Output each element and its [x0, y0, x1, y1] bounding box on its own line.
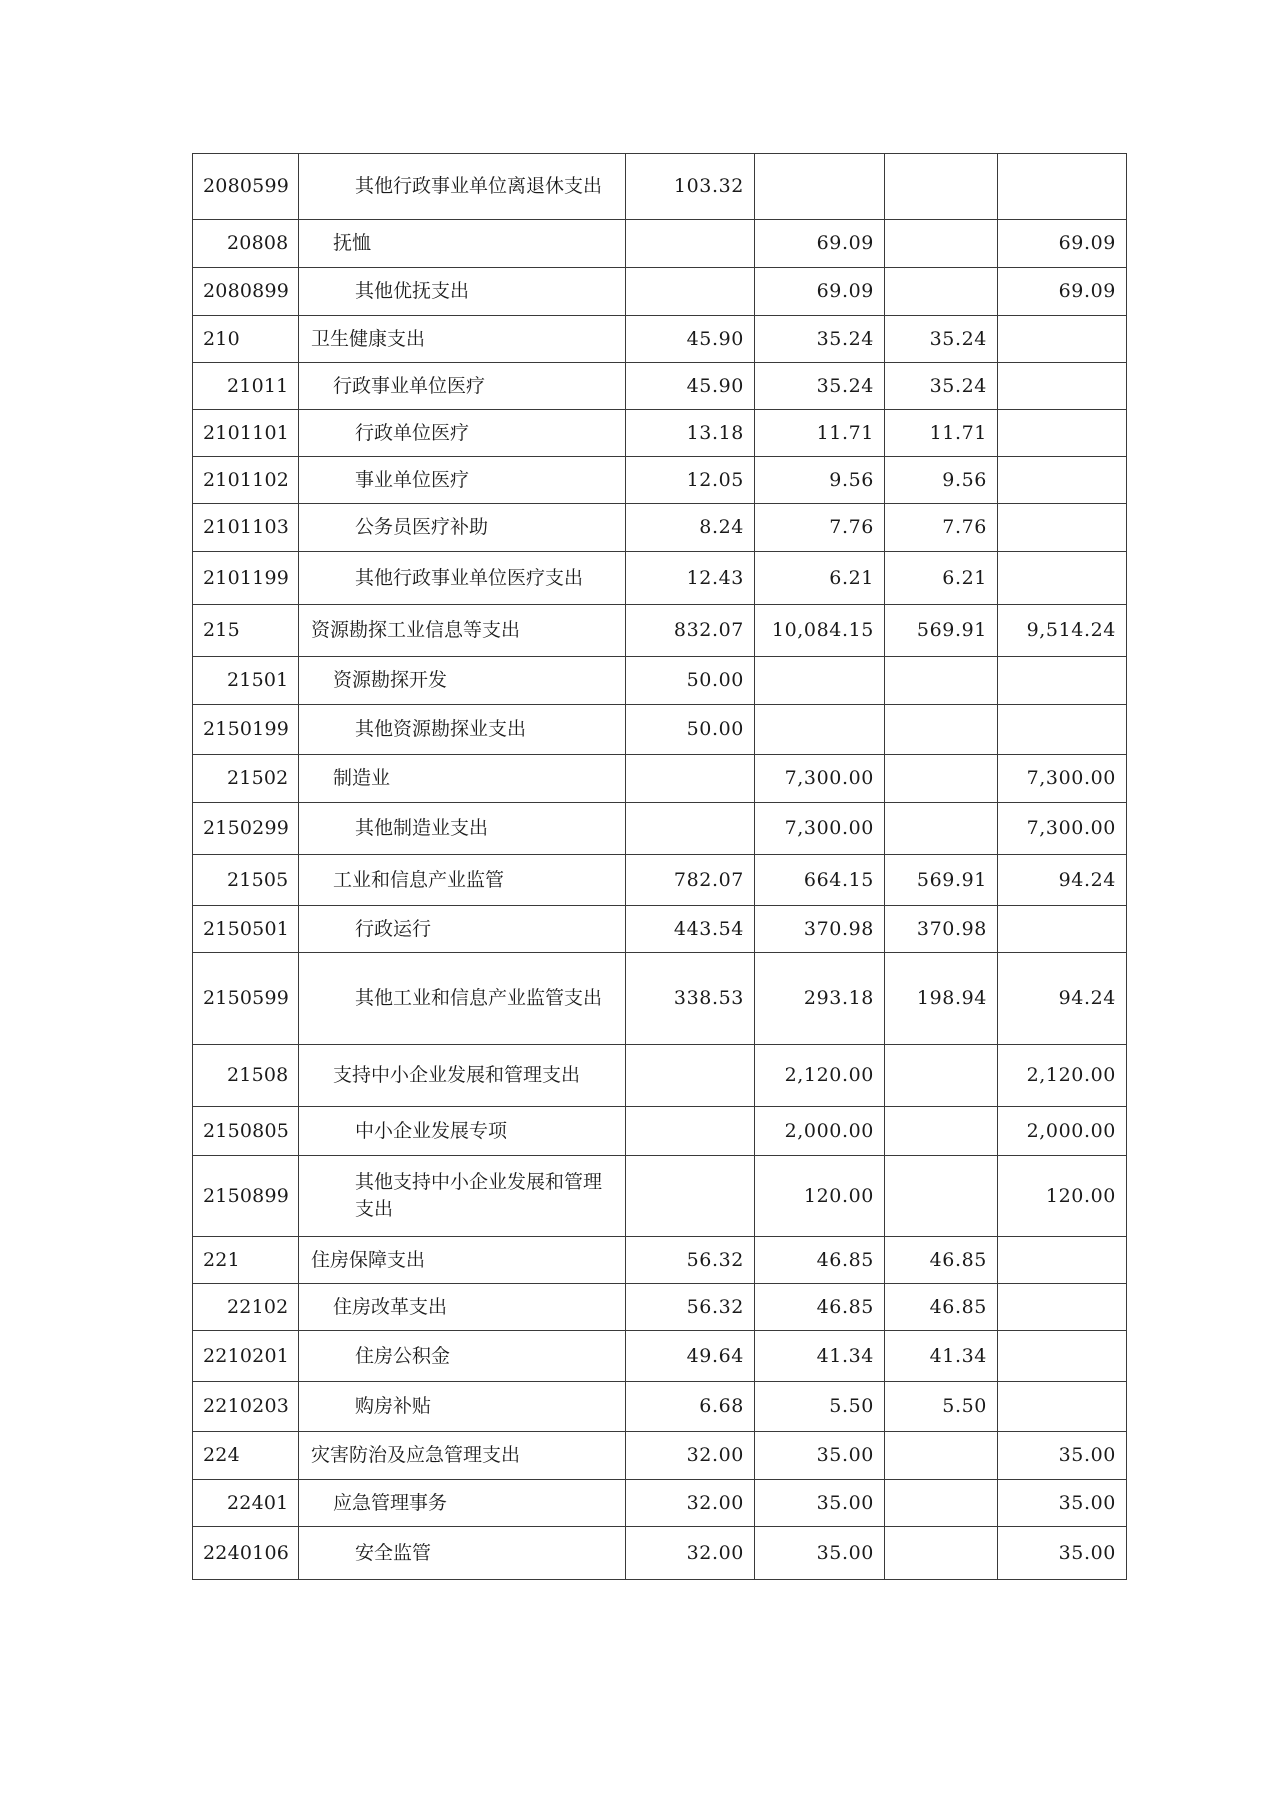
account-name-cell: 其他行政事业单位医疗支出: [299, 552, 626, 605]
table-row: [193, 803, 1127, 855]
table-row: [193, 1480, 1127, 1527]
account-name-cell: 公务员医疗补助: [299, 504, 626, 552]
amount-cell-4: [998, 504, 1127, 552]
account-code-cell: 2150599: [193, 953, 299, 1045]
account-name-cell: 购房补贴: [299, 1382, 626, 1432]
amount-cell-1: 12.43: [626, 552, 755, 605]
account-code-cell: 2150199: [193, 705, 299, 755]
amount-cell-2: 35.00: [755, 1527, 885, 1580]
amount-cell-4: 120.00: [998, 1156, 1127, 1237]
account-name-cell: 抚恤: [299, 220, 626, 268]
amount-cell-3: 569.91: [885, 605, 998, 657]
table-row: [193, 504, 1127, 552]
amount-cell-1: 782.07: [626, 855, 755, 906]
account-code-cell: 2080899: [193, 268, 299, 316]
amount-cell-3: [885, 705, 998, 755]
table-row: [193, 457, 1127, 504]
account-name-cell: 支持中小企业发展和管理支出: [299, 1045, 626, 1107]
amount-cell-3: 5.50: [885, 1382, 998, 1432]
amount-cell-4: 7,300.00: [998, 755, 1127, 803]
account-code-cell: 21505: [193, 855, 299, 906]
amount-cell-4: [998, 363, 1127, 410]
account-code-cell: 20808: [193, 220, 299, 268]
amount-cell-4: [998, 906, 1127, 953]
amount-cell-2: 7,300.00: [755, 755, 885, 803]
amount-cell-3: 46.85: [885, 1237, 998, 1284]
account-name-cell: 资源勘探工业信息等支出: [299, 605, 626, 657]
account-name-cell: 其他优抚支出: [299, 268, 626, 316]
account-name-cell: 其他支持中小企业发展和管理支出: [299, 1156, 626, 1237]
amount-cell-1: [626, 1045, 755, 1107]
account-code-cell: 215: [193, 605, 299, 657]
table-row: [193, 1432, 1127, 1480]
account-name-cell: 资源勘探开发: [299, 657, 626, 705]
amount-cell-2: [755, 705, 885, 755]
account-name-cell: 灾害防治及应急管理支出: [299, 1432, 626, 1480]
amount-cell-1: 13.18: [626, 410, 755, 457]
amount-cell-4: 2,120.00: [998, 1045, 1127, 1107]
amount-cell-1: 49.64: [626, 1331, 755, 1382]
account-name-cell: 制造业: [299, 755, 626, 803]
amount-cell-4: [998, 657, 1127, 705]
table-row: [193, 316, 1127, 363]
budget-table-page: [192, 153, 1126, 1580]
account-name-cell: 卫生健康支出: [299, 316, 626, 363]
table-row: [193, 855, 1127, 906]
amount-cell-3: 7.76: [885, 504, 998, 552]
amount-cell-4: [998, 1331, 1127, 1382]
amount-cell-1: [626, 1156, 755, 1237]
account-name-cell: 住房公积金: [299, 1331, 626, 1382]
account-code-cell: 210: [193, 316, 299, 363]
account-code-cell: 22401: [193, 1480, 299, 1527]
amount-cell-4: [998, 705, 1127, 755]
account-name-cell: 其他工业和信息产业监管支出: [299, 953, 626, 1045]
account-name-cell: 安全监管: [299, 1527, 626, 1580]
account-code-cell: 224: [193, 1432, 299, 1480]
account-name-cell: 其他制造业支出: [299, 803, 626, 855]
amount-cell-4: [998, 552, 1127, 605]
account-name-cell: 中小企业发展专项: [299, 1107, 626, 1156]
amount-cell-4: [998, 154, 1127, 220]
amount-cell-1: [626, 268, 755, 316]
amount-cell-1: [626, 803, 755, 855]
account-name-cell: 住房保障支出: [299, 1237, 626, 1284]
amount-cell-1: 12.05: [626, 457, 755, 504]
account-code-cell: 2150299: [193, 803, 299, 855]
table-row: [193, 1284, 1127, 1331]
amount-cell-3: 35.24: [885, 316, 998, 363]
table-row: [193, 1107, 1127, 1156]
amount-cell-2: 35.00: [755, 1432, 885, 1480]
amount-cell-2: 7,300.00: [755, 803, 885, 855]
amount-cell-2: 7.76: [755, 504, 885, 552]
amount-cell-2: 35.00: [755, 1480, 885, 1527]
table-row: [193, 953, 1127, 1045]
table-row: [193, 755, 1127, 803]
amount-cell-3: [885, 154, 998, 220]
amount-cell-2: 120.00: [755, 1156, 885, 1237]
amount-cell-4: 35.00: [998, 1480, 1127, 1527]
amount-cell-2: 46.85: [755, 1284, 885, 1331]
amount-cell-1: 50.00: [626, 705, 755, 755]
amount-cell-2: 2,000.00: [755, 1107, 885, 1156]
amount-cell-1: 6.68: [626, 1382, 755, 1432]
amount-cell-4: 69.09: [998, 220, 1127, 268]
amount-cell-4: 7,300.00: [998, 803, 1127, 855]
amount-cell-2: 2,120.00: [755, 1045, 885, 1107]
amount-cell-1: 32.00: [626, 1432, 755, 1480]
amount-cell-4: [998, 1284, 1127, 1331]
amount-cell-3: 6.21: [885, 552, 998, 605]
account-code-cell: 2240106: [193, 1527, 299, 1580]
table-row: [193, 1156, 1127, 1237]
account-code-cell: 21502: [193, 755, 299, 803]
amount-cell-3: [885, 1480, 998, 1527]
amount-cell-2: [755, 154, 885, 220]
account-code-cell: 2101101: [193, 410, 299, 457]
amount-cell-1: [626, 220, 755, 268]
table-row: [193, 1331, 1127, 1382]
amount-cell-2: 46.85: [755, 1237, 885, 1284]
account-name-cell: 住房改革支出: [299, 1284, 626, 1331]
amount-cell-1: 56.32: [626, 1237, 755, 1284]
account-code-cell: 2101103: [193, 504, 299, 552]
amount-cell-4: 94.24: [998, 953, 1127, 1045]
amount-cell-2: 5.50: [755, 1382, 885, 1432]
account-code-cell: 2210201: [193, 1331, 299, 1382]
amount-cell-2: 41.34: [755, 1331, 885, 1382]
table-row: [193, 1527, 1127, 1580]
account-name-cell: 行政事业单位医疗: [299, 363, 626, 410]
amount-cell-1: 103.32: [626, 154, 755, 220]
account-code-cell: 21508: [193, 1045, 299, 1107]
account-code-cell: 2150805: [193, 1107, 299, 1156]
amount-cell-3: [885, 1527, 998, 1580]
amount-cell-1: 50.00: [626, 657, 755, 705]
table-row: [193, 410, 1127, 457]
amount-cell-3: 41.34: [885, 1331, 998, 1382]
amount-cell-4: 9,514.24: [998, 605, 1127, 657]
table-body: [193, 154, 1127, 1580]
amount-cell-1: 338.53: [626, 953, 755, 1045]
amount-cell-3: [885, 268, 998, 316]
account-name-cell: 应急管理事务: [299, 1480, 626, 1527]
table-row: [193, 605, 1127, 657]
amount-cell-3: [885, 1045, 998, 1107]
table-row: [193, 154, 1127, 220]
amount-cell-2: [755, 657, 885, 705]
amount-cell-2: 35.24: [755, 316, 885, 363]
amount-cell-4: [998, 1382, 1127, 1432]
account-code-cell: 22102: [193, 1284, 299, 1331]
amount-cell-3: 198.94: [885, 953, 998, 1045]
amount-cell-1: 8.24: [626, 504, 755, 552]
amount-cell-2: 9.56: [755, 457, 885, 504]
amount-cell-4: 35.00: [998, 1432, 1127, 1480]
account-name-cell: 其他行政事业单位离退休支出: [299, 154, 626, 220]
amount-cell-3: [885, 657, 998, 705]
account-code-cell: 221: [193, 1237, 299, 1284]
table-row: [193, 1237, 1127, 1284]
amount-cell-4: [998, 410, 1127, 457]
amount-cell-3: [885, 1156, 998, 1237]
account-code-cell: 2150501: [193, 906, 299, 953]
amount-cell-1: 32.00: [626, 1480, 755, 1527]
amount-cell-1: [626, 1107, 755, 1156]
amount-cell-3: [885, 1107, 998, 1156]
amount-cell-3: [885, 755, 998, 803]
amount-cell-2: 370.98: [755, 906, 885, 953]
amount-cell-3: 9.56: [885, 457, 998, 504]
account-name-cell: 事业单位医疗: [299, 457, 626, 504]
account-code-cell: 2080599: [193, 154, 299, 220]
account-code-cell: 2101102: [193, 457, 299, 504]
amount-cell-3: 11.71: [885, 410, 998, 457]
account-name-cell: 行政运行: [299, 906, 626, 953]
amount-cell-1: 32.00: [626, 1527, 755, 1580]
amount-cell-2: 10,084.15: [755, 605, 885, 657]
amount-cell-1: 832.07: [626, 605, 755, 657]
table-row: [193, 552, 1127, 605]
account-code-cell: 2150899: [193, 1156, 299, 1237]
account-code-cell: 2101199: [193, 552, 299, 605]
amount-cell-1: 56.32: [626, 1284, 755, 1331]
amount-cell-3: 35.24: [885, 363, 998, 410]
amount-cell-4: [998, 1237, 1127, 1284]
table-row: [193, 1382, 1127, 1432]
account-code-cell: 21501: [193, 657, 299, 705]
amount-cell-4: 94.24: [998, 855, 1127, 906]
amount-cell-3: [885, 220, 998, 268]
account-code-cell: 21011: [193, 363, 299, 410]
table-row: [193, 906, 1127, 953]
amount-cell-1: [626, 755, 755, 803]
amount-cell-4: [998, 457, 1127, 504]
amount-cell-1: 45.90: [626, 316, 755, 363]
expenditure-table: [192, 153, 1127, 1580]
amount-cell-3: 370.98: [885, 906, 998, 953]
table-row: [193, 268, 1127, 316]
amount-cell-1: 45.90: [626, 363, 755, 410]
account-code-cell: 2210203: [193, 1382, 299, 1432]
table-row: [193, 1045, 1127, 1107]
amount-cell-3: 569.91: [885, 855, 998, 906]
table-row: [193, 705, 1127, 755]
account-name-cell: 其他资源勘探业支出: [299, 705, 626, 755]
account-name-cell: 工业和信息产业监管: [299, 855, 626, 906]
amount-cell-2: 664.15: [755, 855, 885, 906]
amount-cell-2: 6.21: [755, 552, 885, 605]
amount-cell-3: [885, 803, 998, 855]
amount-cell-1: 443.54: [626, 906, 755, 953]
amount-cell-2: 69.09: [755, 220, 885, 268]
amount-cell-2: 11.71: [755, 410, 885, 457]
amount-cell-4: [998, 316, 1127, 363]
amount-cell-3: [885, 1432, 998, 1480]
account-name-cell: 行政单位医疗: [299, 410, 626, 457]
table-row: [193, 220, 1127, 268]
amount-cell-4: 2,000.00: [998, 1107, 1127, 1156]
amount-cell-2: 35.24: [755, 363, 885, 410]
amount-cell-4: 35.00: [998, 1527, 1127, 1580]
table-row: [193, 657, 1127, 705]
table-row: [193, 363, 1127, 410]
amount-cell-3: 46.85: [885, 1284, 998, 1331]
amount-cell-2: 69.09: [755, 268, 885, 316]
amount-cell-4: 69.09: [998, 268, 1127, 316]
amount-cell-2: 293.18: [755, 953, 885, 1045]
